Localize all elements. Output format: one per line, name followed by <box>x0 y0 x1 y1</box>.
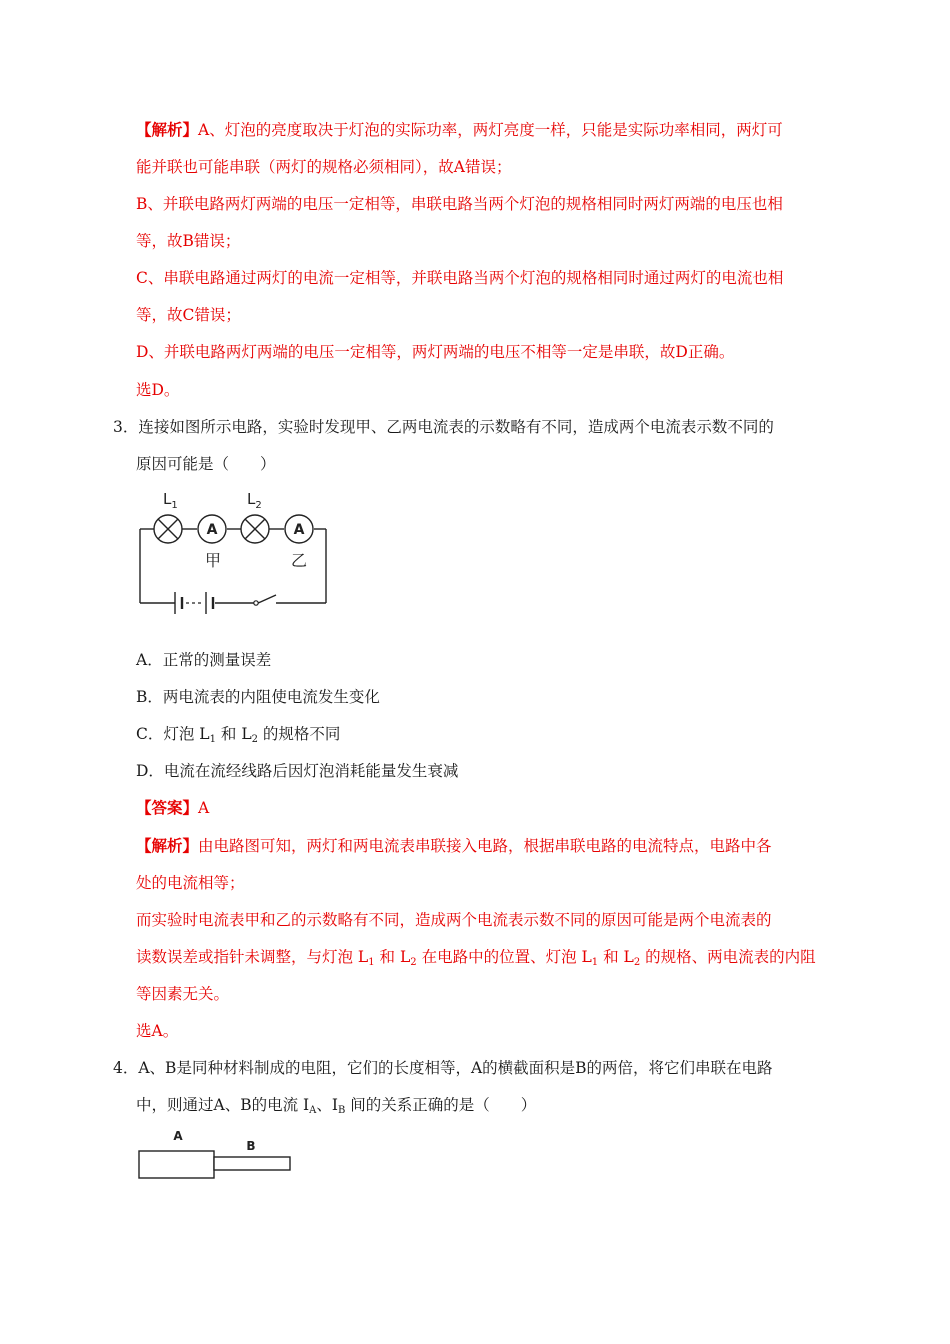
q3-option-b: B．两电流表的内阻使电流发生变化 <box>136 688 380 706</box>
q3-choice: 选A。 <box>136 1022 179 1040</box>
circuit-diagram <box>130 485 340 620</box>
q3-answer: 【答案】A <box>136 798 210 817</box>
q3-stem-line-2: 原因可能是（ ） <box>136 455 276 473</box>
q3-analysis-line-4: 读数误差或指针未调整，与灯泡 $L_1$ 和 $L_2$ 在电路中的位置、灯泡 $L_1$ 和 $L_2$ 的规格、两电流表的内阻 <box>136 948 816 968</box>
q3-analysis-line-5: 等因素无关。 <box>136 985 230 1003</box>
ammeter-yi-icon <box>285 515 313 543</box>
q3-stem-line-1: 3．连接如图所示电路，实验时发现甲、乙两电流表的示数略有不同，造成两个电流表示数不同的 <box>113 418 774 436</box>
q3-option-c: C．灯泡 $L_1$ 和 $L_2$ 的规格不同 <box>136 725 341 745</box>
q2-analysis-line-6: 等，故C错误； <box>136 306 241 324</box>
resistor-b-label: B <box>246 1139 256 1153</box>
q3-analysis-line-1: 【解析】由电路图可知，两灯和两电流表串联接入电路，根据串联电路的电流特点，电路中各 <box>136 836 772 855</box>
svg-text:A: A <box>293 522 305 538</box>
q3-analysis-line-2: 处的电流相等； <box>136 874 245 892</box>
lamp-l1-label: $L_1$ <box>163 490 178 511</box>
q2-analysis-line-3: B、并联电路两灯两端的电压一定相等，串联电路当两个灯泡的规格相同时两灯两端的电压也相 <box>136 195 783 213</box>
resistor-a-label: A <box>173 1129 183 1143</box>
q3-analysis-line-3: 而实验时电流表甲和乙的示数略有不同，造成两个电流表示数不同的原因可能是两个电流表的 <box>136 911 772 929</box>
q2-analysis-line-2: 能并联也可能串联（两灯的规格必须相同），故A错误； <box>136 158 512 176</box>
ammeter-jia-label: 甲 <box>204 551 222 570</box>
resistor-b <box>214 1157 290 1170</box>
q2-analysis-line-5: C、串联电路通过两灯的电流一定相等，并联电路当两个灯泡的规格相同时通过两灯的电流也相 <box>136 269 784 287</box>
analysis-text: A、灯泡的亮度取决于灯泡的实际功率，两灯亮度一样，只能是实际功率相同，两灯可 <box>198 121 783 139</box>
q2-choice: 选D。 <box>136 381 180 399</box>
resistor-a <box>139 1151 214 1178</box>
q3-option-d: D．电流在流经线路后因灯泡消耗能量发生衰减 <box>136 762 459 780</box>
svg-text:A: A <box>206 522 218 538</box>
ammeter-yi-label: 乙 <box>290 551 308 570</box>
ammeter-jia-icon <box>198 515 226 543</box>
switch-icon <box>254 601 258 605</box>
battery-icon <box>175 592 213 614</box>
analysis-tag: 【解析】 <box>136 120 199 139</box>
q4-stem-line-1: 4．A、B是同种材料制成的电阻，它们的长度相等，A的横截面积是B的两倍，将它们串联在电路 <box>113 1059 773 1077</box>
q2-analysis-line-4: 等，故B错误； <box>136 232 241 250</box>
q2-analysis-line-7: D、并联电路两灯两端的电压一定相等，两灯两端的电压不相等一定是串联，故D正确。 <box>136 343 735 361</box>
resistor-diagram <box>136 1125 296 1185</box>
q4-stem-line-2: 中，则通过A、B的电流 $I_A$、$I_B$ 间的关系正确的是（ ） <box>136 1096 537 1116</box>
q3-option-a: A．正常的测量误差 <box>136 651 272 669</box>
lamp-l2-icon <box>241 515 269 543</box>
lamp-l2-label: $L_2$ <box>247 490 262 511</box>
q2-analysis-line-1 <box>136 118 783 140</box>
lamp-l1-icon <box>154 515 182 543</box>
